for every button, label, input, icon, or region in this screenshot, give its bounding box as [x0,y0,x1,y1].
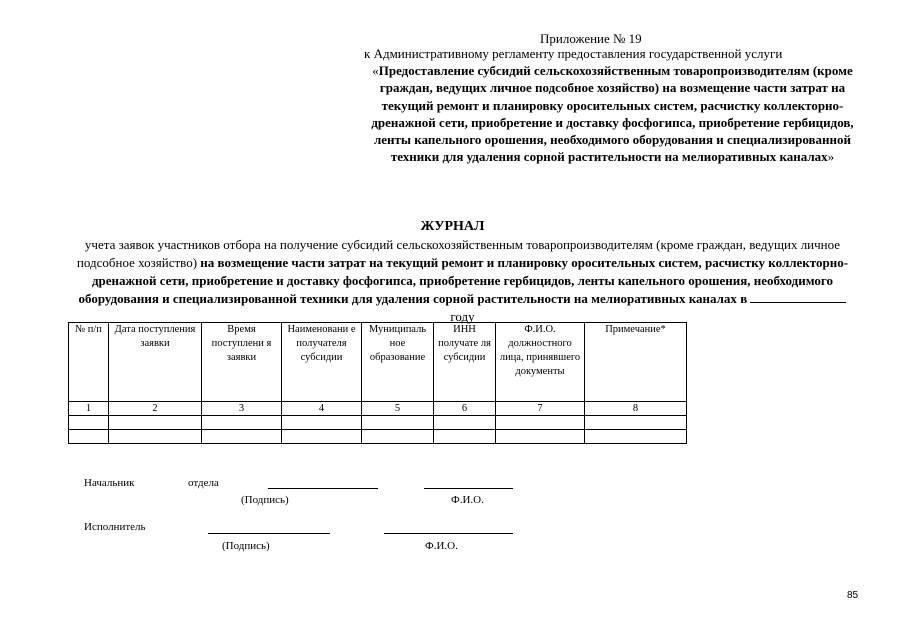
col-header-municipality: Муниципаль ное образование [362,323,434,402]
table-cell [362,430,434,444]
service-name-text: Предоставление субсидий сельскохозяйственным товаропроизводителям (кроме граждан, ведущих личное подсобное хозяйство) на возмещение части затрат на текущий ремонт и планировку оросительных систем, расчистку коллекторно-дренажной сети, приобретение и доставку фосфогипса, приобретение гербицидов, ленты капельного орошения, необходимого оборудования и специализированной техники для удаления сорной растительности на мелиоративных каналах [371,63,854,165]
table-cell [362,416,434,430]
col-header-number: № п/п [69,323,109,402]
appendix-number: Приложение № 19 [540,31,642,46]
table-cell [69,416,109,430]
executor-label: Исполнитель [84,521,146,533]
head-signature-line [268,488,378,489]
journal-subtitle-normal: учета заявок участников отбора на получение субсидий сельскохозяйственным товаропроизводителям (кроме граждан, ведущих личное подсобное хозяйство) [76,237,841,270]
head-signature-caption: (Подпись) [241,494,289,506]
table-cell [434,430,496,444]
col-header-note: Примечание* [585,323,687,402]
table-cell [202,430,282,444]
table-row [69,430,687,444]
column-number: 3 [202,402,282,416]
column-number: 5 [362,402,434,416]
department-label: отдела [188,477,219,489]
column-number: 1 [69,402,109,416]
head-name-line [424,488,513,489]
col-header-inn: ИНН получате ля субсидии [434,323,496,402]
table-cell [434,416,496,430]
journal-subtitle-year: году [450,309,475,324]
table-header-row [69,323,687,402]
executor-signature-caption: (Подпись) [222,540,270,552]
table-cell [496,430,585,444]
table-cell [585,416,687,430]
column-number: 2 [109,402,202,416]
journal-subtitle [70,236,855,326]
journal-subtitle-bold: на возмещение части затрат на текущий ремонт и планировку оросительных систем, расчистку коллекторно-дренажной сети, приобретение и доставку фосфогипса, приобретение гербицидов, ленты капельного орошения, необходимого оборудования и специализированной техники для удаления сорной растительности на мелиоративных каналах в [78,255,849,306]
column-number: 6 [434,402,496,416]
table-cell [282,416,362,430]
head-label: Начальник [84,477,135,489]
head-name-caption: Ф.И.О. [451,494,484,506]
year-blank-line [750,290,846,303]
col-header-recipient: Наименовани е получателя субсидии [282,323,362,402]
page-number: 85 [847,590,859,601]
column-number: 8 [585,402,687,416]
col-header-official: Ф.И.О. должностного лица, принявшего документы [496,323,585,402]
table-cell [109,416,202,430]
column-number: 4 [282,402,362,416]
table-cell [109,430,202,444]
close-quote: » [827,149,835,165]
col-header-date: Дата поступления заявки [109,323,202,402]
table-cell [496,416,585,430]
column-number: 7 [496,402,585,416]
table-row [69,416,687,430]
table-cell [69,430,109,444]
journal-title: ЖУРНАЛ [420,219,485,234]
table-column-numbers-row [69,402,687,416]
appendix-service-name [360,62,865,166]
executor-name-caption: Ф.И.О. [425,540,458,552]
table-cell [202,416,282,430]
appendix-reference: к Административному регламенту предоставления государственной услуги [364,46,783,61]
table-cell [585,430,687,444]
col-header-time: Время поступлени я заявки [202,323,282,402]
journal-table [68,322,687,444]
table-cell [282,430,362,444]
open-quote: « [372,63,379,78]
executor-signature-line [208,533,330,534]
executor-name-line [384,533,513,534]
